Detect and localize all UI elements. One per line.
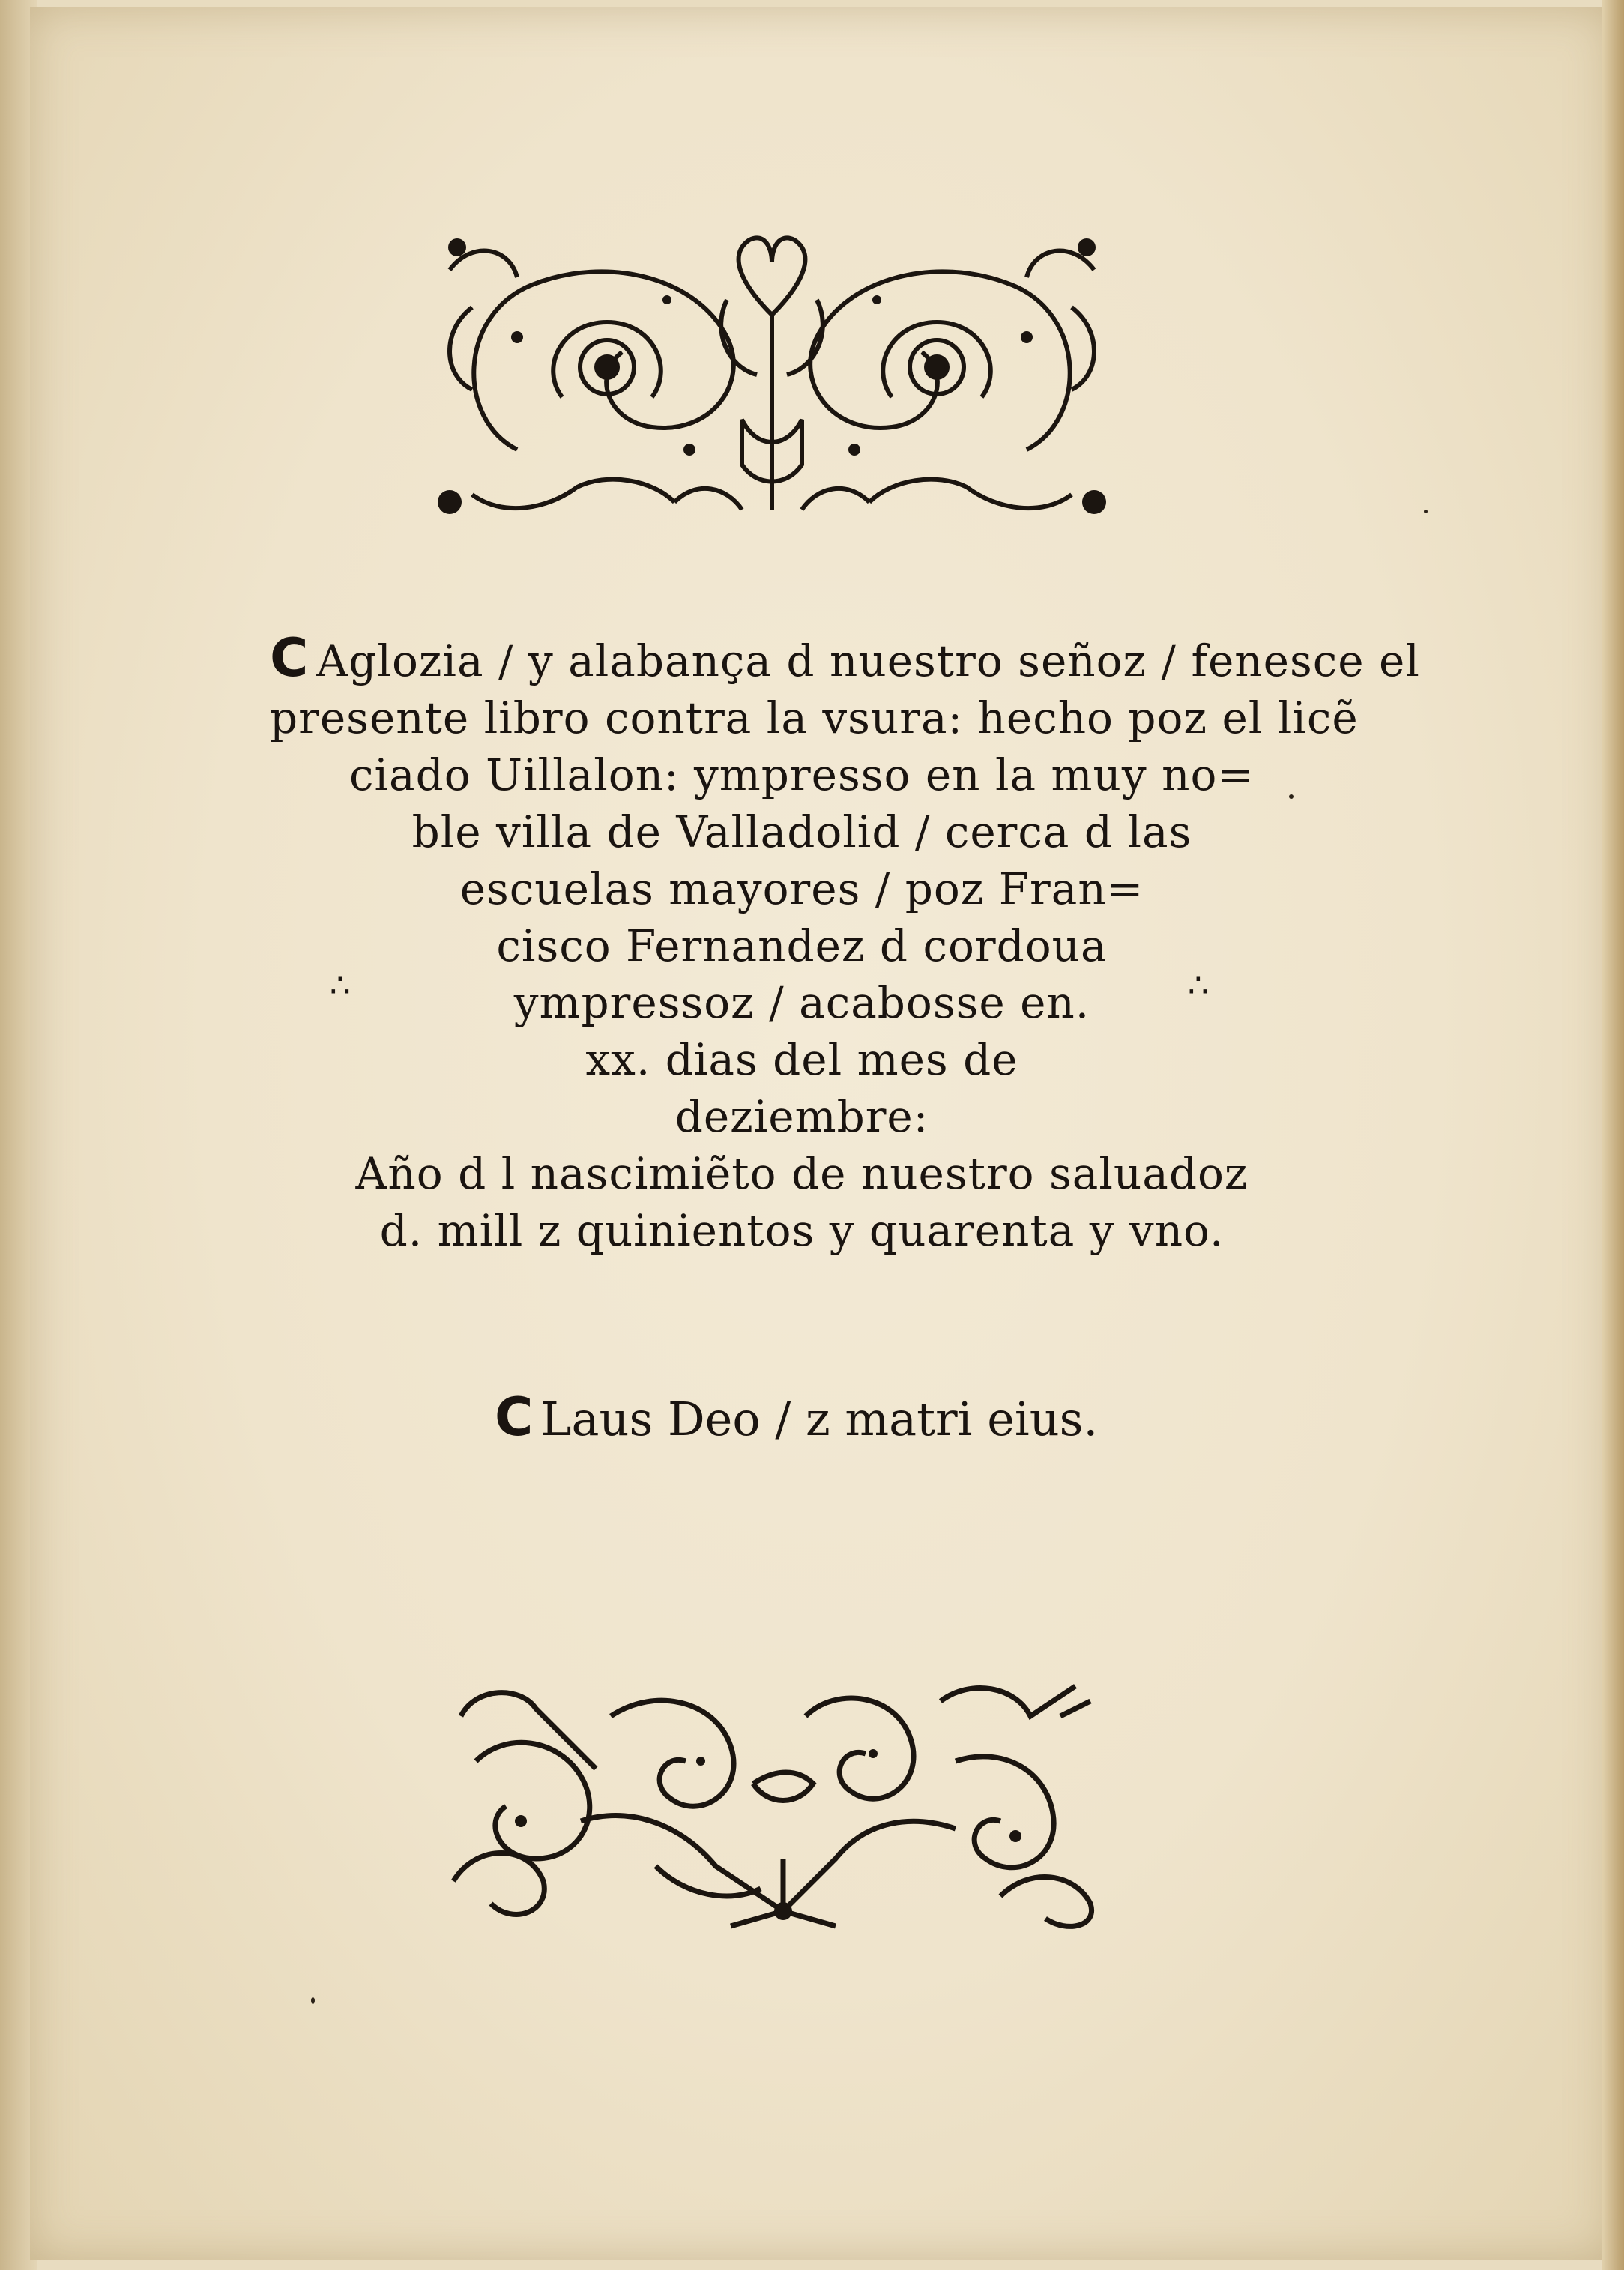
- colophon-line-11: d. mill z quinientos y quarenta y vno.: [379, 1205, 1225, 1256]
- colophon-line-7: ympressoz / acabosse en.: [513, 977, 1090, 1028]
- closing-line: [495, 1386, 1099, 1448]
- closing-text: Laus Deo / z matri eius.: [540, 1392, 1099, 1446]
- colophon-line-4: ble villa de Valladolid / cerca d las: [411, 806, 1192, 857]
- colophon-line-1: C Aglozia / y alabança d nuestro señoz / fenesce el: [270, 627, 1420, 689]
- colophon-line-9: deziembre:: [674, 1091, 929, 1142]
- paper-speck: [311, 1997, 315, 2004]
- fleuron-right-icon: ∴: [1188, 967, 1210, 1005]
- woodcut-tailpiece-ornament: [431, 1671, 1113, 1934]
- woodcut-headpiece-ornament: [427, 225, 1117, 532]
- page-edge-right: [1602, 0, 1624, 2270]
- paragraph-mark-icon: C: [495, 1386, 534, 1448]
- colophon-line-2: presente libro contra la vsura: hecho poz el licẽ: [270, 692, 1359, 743]
- colophon-line-6: cisco Fernandez d cordoua: [496, 920, 1108, 971]
- fleuron-left-icon: ∴: [330, 967, 352, 1005]
- colophon-line-10: Año d l nascimiẽto de nuestro saluadoz: [355, 1148, 1249, 1199]
- paper-speck: [1424, 510, 1428, 513]
- paper-speck: [1289, 794, 1294, 799]
- paragraph-mark-icon: C: [270, 627, 310, 689]
- colophon-line-8: xx. dias del mes de: [585, 1034, 1018, 1085]
- colophon-line-5: escuelas mayores / poz Fran=: [459, 863, 1144, 914]
- colophon-line-3: ciado Uillalon: ympresso en la muy no=: [349, 749, 1255, 800]
- colophon-text: [270, 627, 1420, 1259]
